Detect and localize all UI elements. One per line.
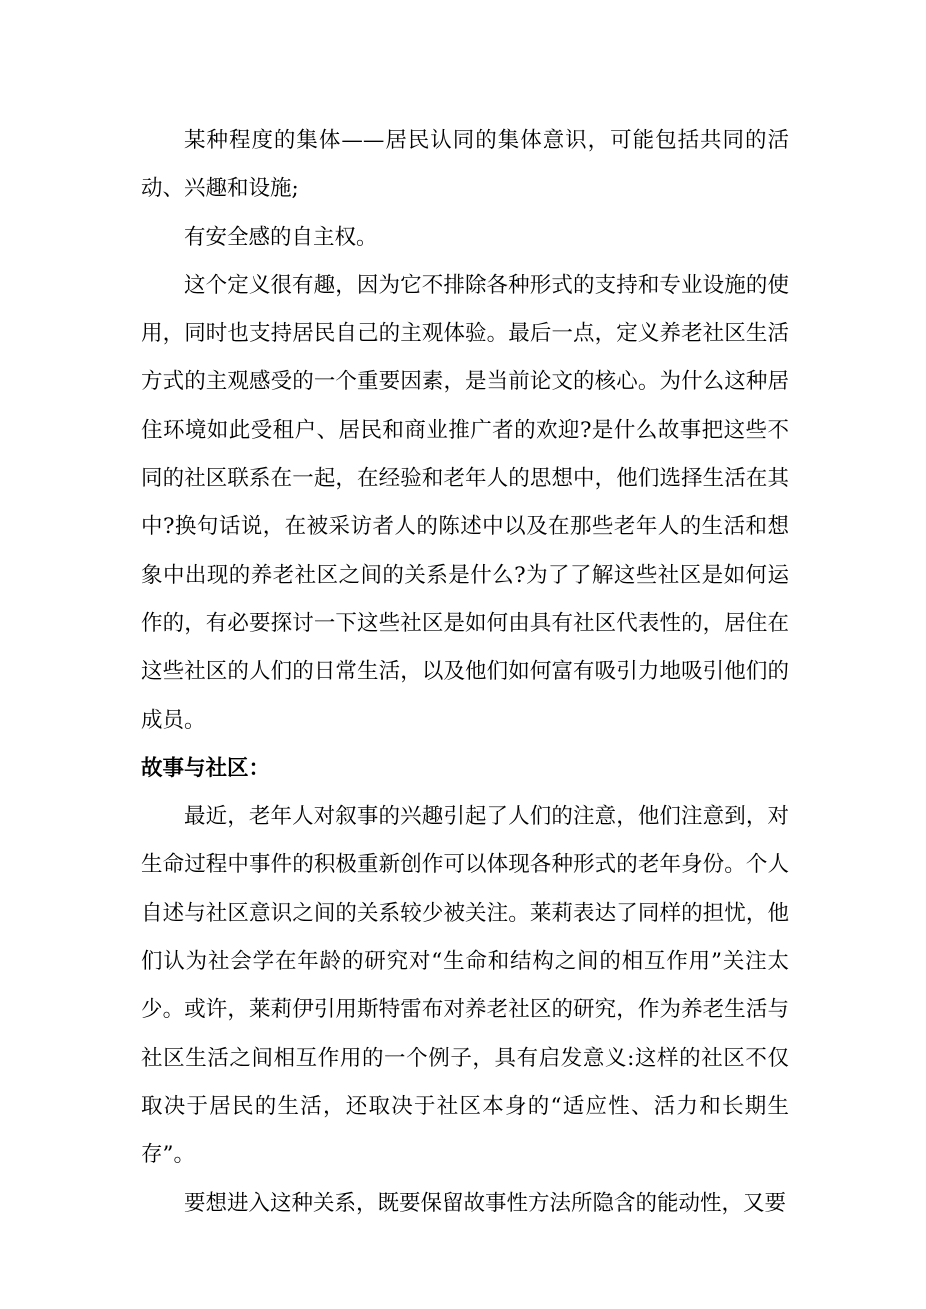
paragraph-entering-relationship: 要想进入这种关系，既要保留故事性方法所隐含的能动性，又要 [184, 1190, 787, 1216]
paragraph-collective-awareness: 某种程度的集体——居民认同的集体意识，可能包括共同的活动、兴趣和设施; [141, 128, 789, 202]
paragraph-definition-discussion: 这个定义很有趣，因为它不排除各种形式的支持和专业设施的使用，同时也支持居民自己的主观体验。最后一点，定义养老社区生活方式的主观感受的一个重要因素，是当前论文的核心。为什么这种居住环境如此受租户、居民和商业推广者的欢迎?是什么故事把这些不同的社区联系在一起，在经验和老年人的思想中，他们选择生活在其中?换句话说，在被采访者人的陈述中以及在那些老年人的生活和想象中出现的养老社区之间的关系是什么?为了了解这些社区是如何运作的，有必要探讨一下这些社区是如何由具有社区代表性的，居住在这些社区的人们的日常生活，以及他们如何富有吸引力地吸引他们的成员。 [141, 272, 789, 733]
section-heading-stories-and-community: 故事与社区： [141, 755, 271, 781]
paragraph-narrative-interest: 最近，老年人对叙事的兴趣引起了人们的注意，他们注意到，对生命过程中事件的积极重新创作可以体现各种形式的老年身份。个人自述与社区意识之间的关系较少被关注。莱莉表达了同样的担忧，他们认为社会学在年龄的研究对“生命和结构之间的相互作用”关注太少。或许，莱莉伊引用斯特雷布对养老社区的研究，作为养老生活与社区生活之间相互作用的一个例子，具有启发意义:这样的社区不仅取决于居民的生活，还取决于社区本身的“适应性、活力和长期生存”。 [141, 804, 789, 1168]
paragraph-autonomy: 有安全感的自主权。 [184, 224, 378, 250]
document-body [141, 117, 789, 1228]
